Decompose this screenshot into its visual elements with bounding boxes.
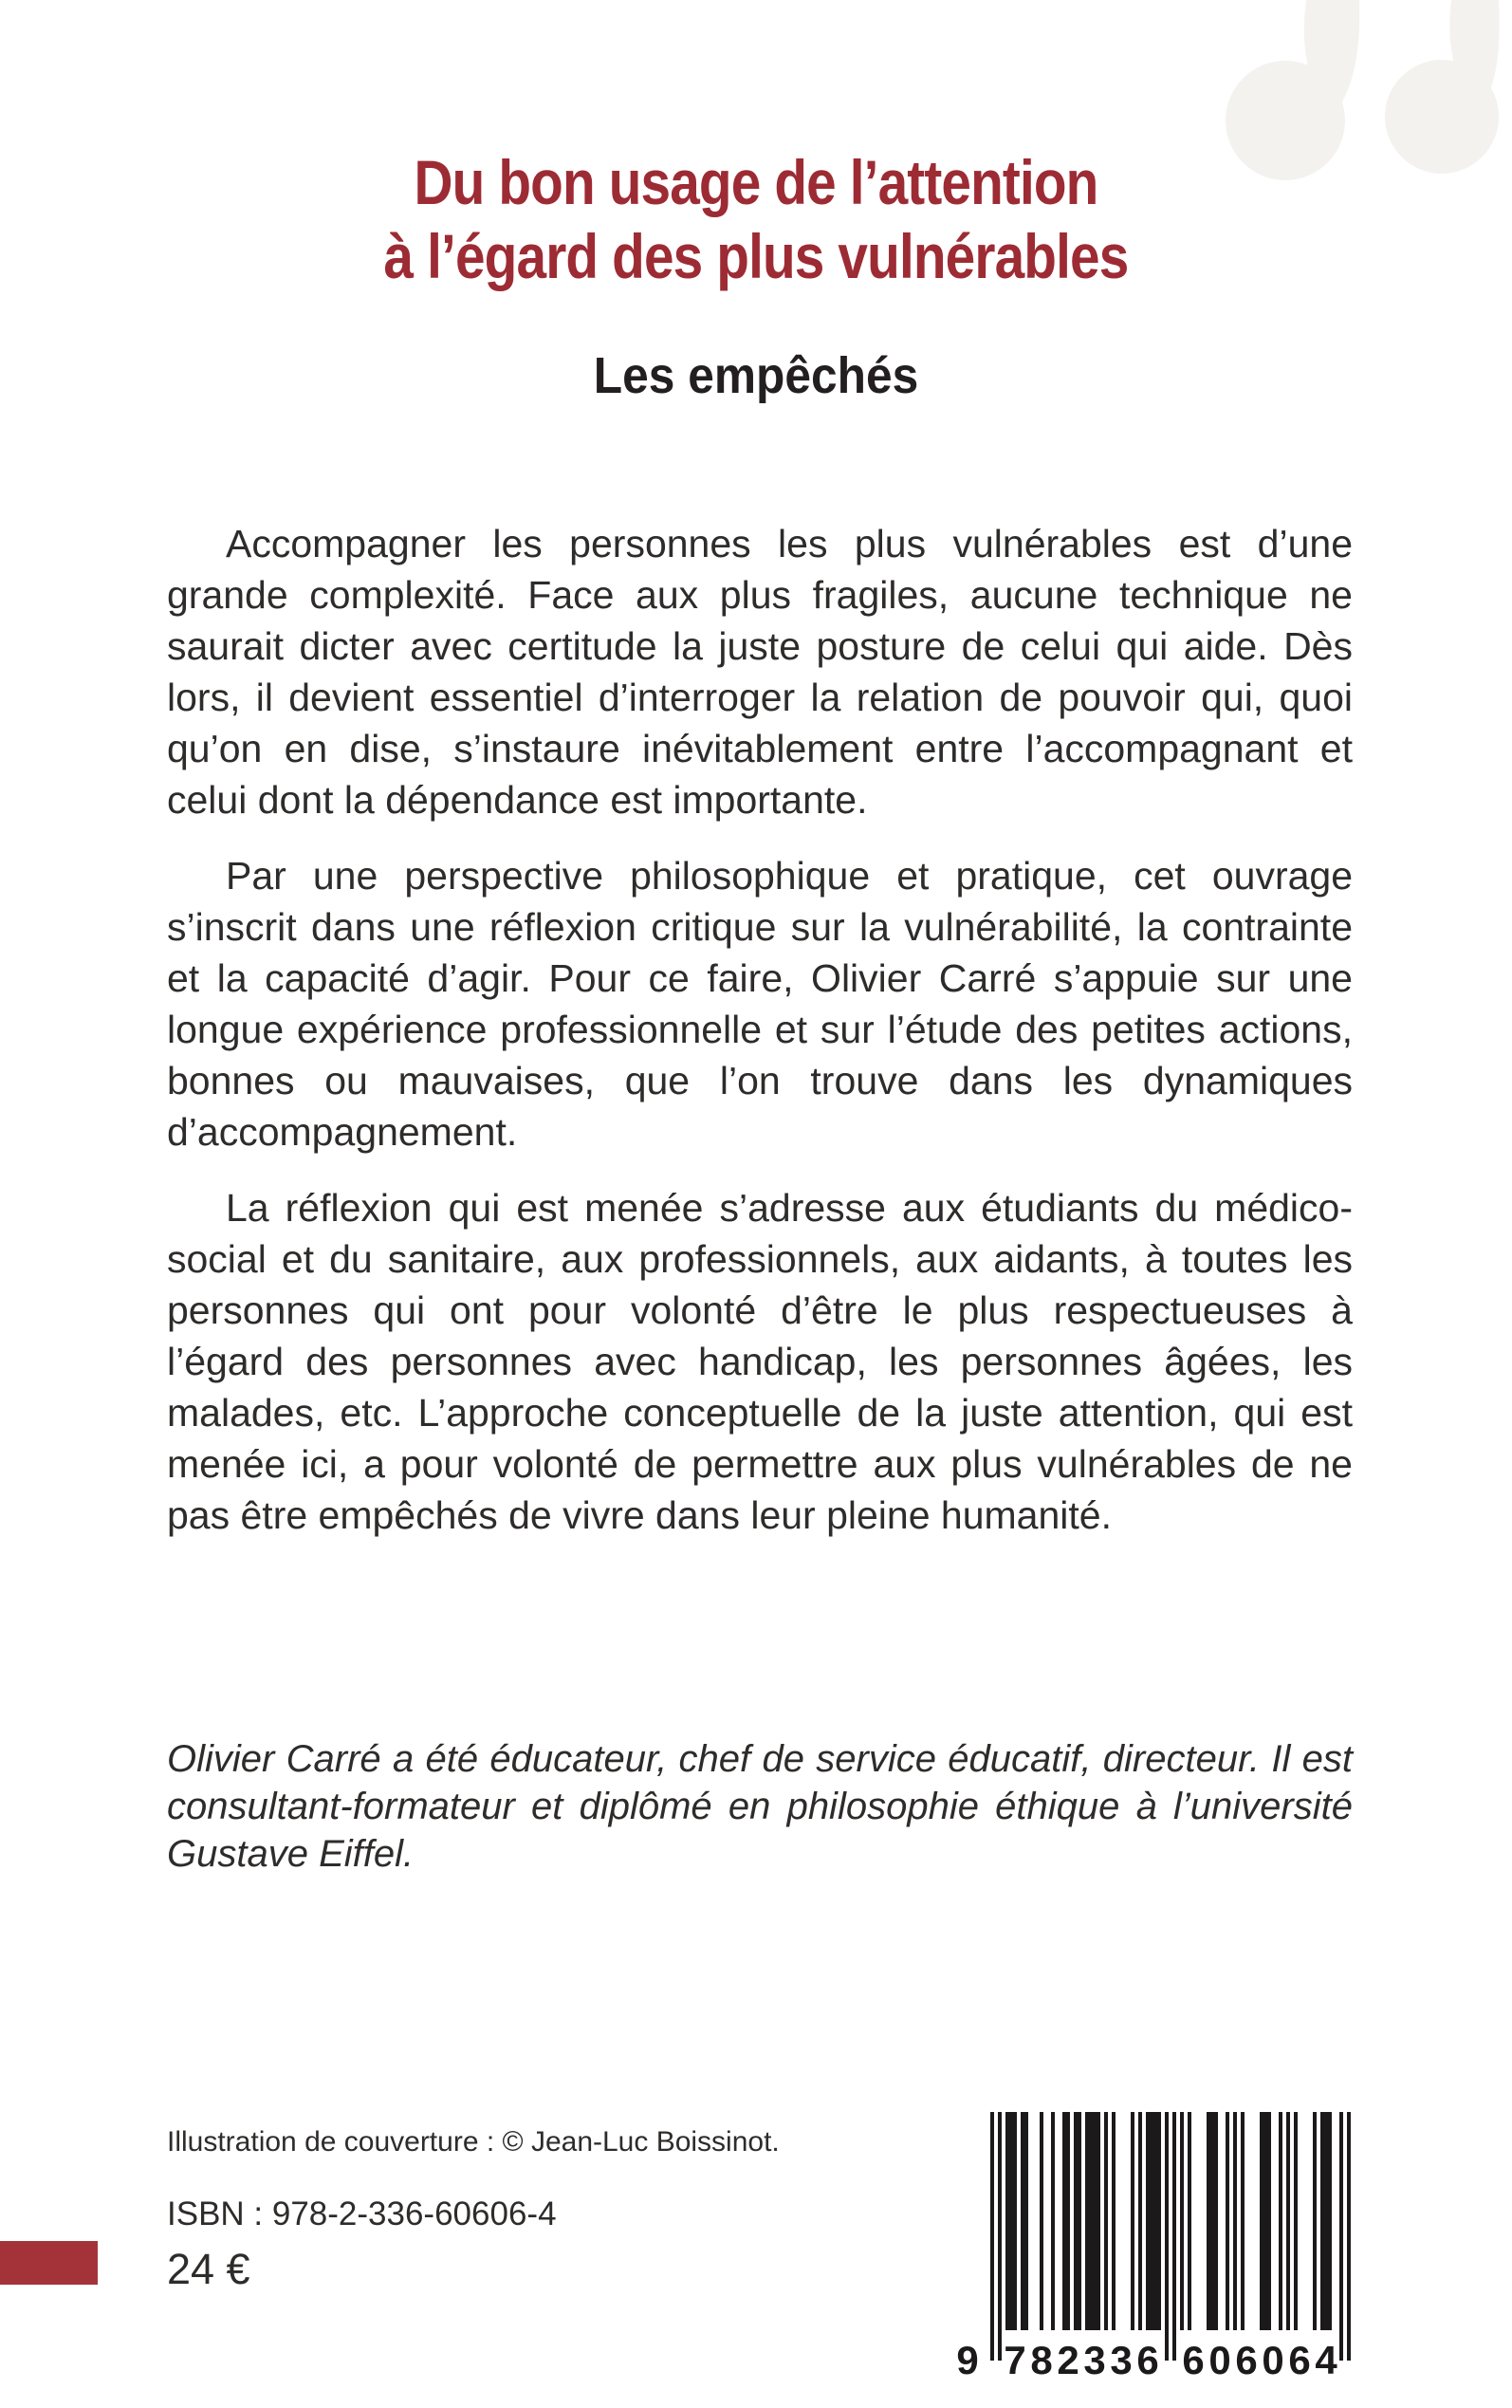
book-subtitle: Les empêchés [593, 346, 919, 404]
svg-text:9: 9 [956, 2338, 979, 2382]
svg-text:6: 6 [1136, 2338, 1159, 2382]
synopsis [167, 518, 1353, 1541]
svg-text:6: 6 [1288, 2338, 1311, 2382]
book-title [106, 145, 1407, 293]
svg-text:6: 6 [1182, 2338, 1205, 2382]
synopsis-paragraph-1: Accompagner les personnes les plus vulnérables est d’une grande complexité. Face aux plus fragiles, aucune technique ne saurait dicter avec certitude la juste posture de celui qui aide. Dès lors, il devient essentiel d’interroger la relation de pouvoir qui, quoi qu’on en dise, s’instaure inévitablement entre l’accompagnant et celui dont la dépendance est importante. [167, 522, 1353, 822]
svg-text:3: 3 [1083, 2338, 1106, 2382]
svg-text:0: 0 [1262, 2338, 1284, 2382]
book-title-line-2: à l’égard des plus vulnérables [383, 221, 1129, 292]
svg-text:8: 8 [1030, 2338, 1053, 2382]
cover-illustration-credit: Illustration de couverture : © Jean-Luc Boissinot. [167, 2126, 780, 2158]
book-title-line-1: Du bon usage de l’attention [414, 147, 1098, 218]
author-bio: Olivier Carré a été éducateur, chef de service éducatif, directeur. Il est consultant-formateur et diplômé en philosophie éthique à l’université Gustave Eiffel. [167, 1738, 1353, 1875]
svg-text:3: 3 [1110, 2338, 1133, 2382]
synopsis-paragraph-3: La réflexion qui est menée s’adresse aux étudiants du médico-social et du sanitaire, aux professionnels, aux aidants, à toutes les personnes qui ont pour volonté d’être le plus respectueuses à l’égard des personnes avec handicap, les personnes âgées, les malades, etc. L’approche conceptuelle de la juste attention, qui est menée ici, a pour volonté de permettre aux plus vulnérables de ne pas être empêchés de vivre dans leur pleine humanité. [167, 1186, 1353, 1537]
svg-text:2: 2 [1057, 2338, 1079, 2382]
ean13-barcode [952, 2112, 1358, 2383]
price-label: 24 € [167, 2245, 250, 2293]
isbn-label: ISBN : 978-2-336-60606-4 [167, 2195, 557, 2232]
svg-text:0: 0 [1208, 2338, 1231, 2382]
svg-text:7: 7 [1004, 2338, 1026, 2382]
red-accent-bar [0, 2241, 98, 2285]
svg-text:6: 6 [1235, 2338, 1258, 2382]
svg-text:4: 4 [1315, 2338, 1337, 2382]
synopsis-paragraph-2: Par une perspective philosophique et pratique, cet ouvrage s’inscrit dans une réflexion critique sur la vulnérabilité, la contrainte et la capacité d’agir. Pour ce faire, Olivier Carré s’appuie sur une longue expérience professionnelle et sur l’étude des petites actions, bonnes ou mauvaises, que l’on trouve dans les dynamiques d’accompagnement. [167, 854, 1353, 1154]
